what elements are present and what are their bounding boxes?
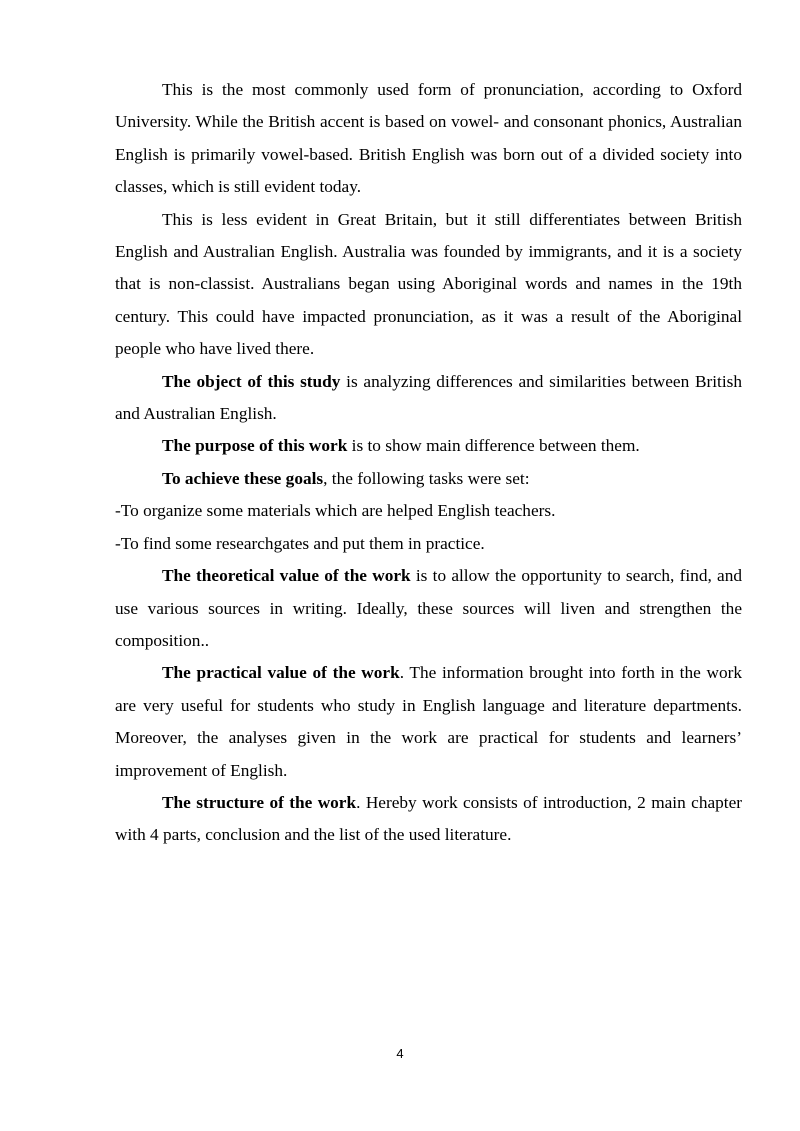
goals-heading: To achieve these goals bbox=[162, 468, 324, 488]
theoretical-heading: The theoretical value of the work bbox=[162, 566, 411, 586]
paragraph-theoretical-value bbox=[115, 560, 742, 657]
object-text: is analyzing differences and similarities between British and Australian English. bbox=[115, 371, 742, 424]
task-item: -To organize some materials which are helped English teachers. bbox=[115, 501, 556, 521]
paragraph-purpose bbox=[115, 430, 742, 462]
page-number: 4 bbox=[396, 1046, 404, 1061]
structure-heading: The structure of the work bbox=[162, 792, 357, 812]
object-heading: The object of this study bbox=[162, 371, 341, 391]
paragraph-practical-value bbox=[115, 657, 742, 787]
paragraph-pronunciation: This is the most commonly used form of pronunciation, according to Oxford University. While the British accent is based on vowel- and consonant phonics, Australian English is primarily vowel-based. British English was born out of a divided society into classes, which is still evident today. bbox=[115, 80, 742, 197]
purpose-heading: The purpose of this work bbox=[162, 436, 348, 456]
goals-text: , the following tasks were set: bbox=[323, 468, 530, 488]
paragraph-goals bbox=[115, 463, 742, 495]
paragraph-object-of-study bbox=[115, 366, 742, 431]
paragraph-structure bbox=[115, 787, 742, 852]
practical-text: . The information brought into forth in the work are very useful for students who study in English language and literature departments. Moreover, the analyses given in the work are practical for students and learners’ improvement of English. bbox=[115, 663, 742, 780]
practical-heading: The practical value of the work bbox=[162, 663, 400, 683]
theoretical-text: is to allow the opportunity to search, find, and use various sources in writing. Ideally, these sources will liven and strengthen the composition.. bbox=[115, 566, 742, 650]
paragraph-great-britain: This is less evident in Great Britain, but it still differentiates between British English and Australian English. Australia was founded by immigrants, and it is a society that is non-classist. Australians began using Aboriginal words and names in the 19th century. This could have impacted pronunciation, as it was a result of the Aboriginal people who have lived there. bbox=[115, 209, 742, 359]
document-page-body bbox=[115, 74, 742, 852]
purpose-text: is to show main difference between them. bbox=[347, 436, 640, 456]
task-item: -To find some researchgates and put them in practice. bbox=[115, 533, 485, 553]
structure-text: . Hereby work consists of introduction, 2 main chapter with 4 parts, conclusion and the list of the used literature. bbox=[115, 792, 742, 845]
